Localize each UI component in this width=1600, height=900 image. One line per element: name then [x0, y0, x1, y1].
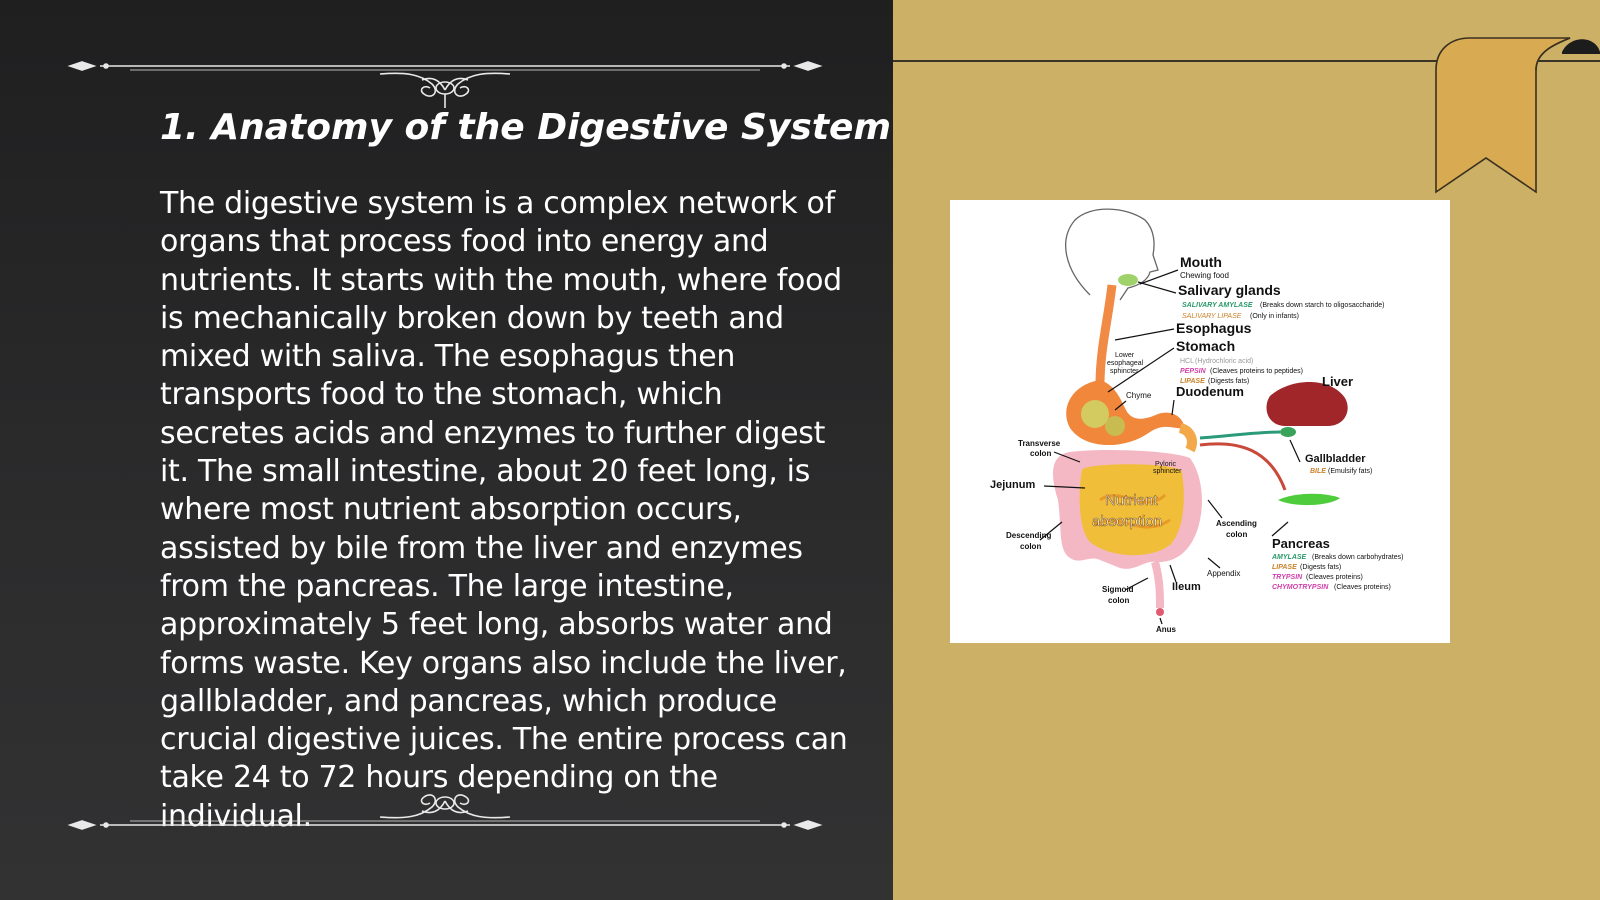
label-sigmoid-2: colon: [1108, 596, 1130, 605]
label-pepsin: PEPSIN: [1180, 368, 1206, 375]
digestive-system-diagram: [950, 200, 1450, 643]
label-stomach-lipase-desc: (Digests fats): [1208, 378, 1250, 385]
label-lipase-desc: (Digests fats): [1300, 564, 1342, 571]
label-hcl-desc: (Hydrochloric acid): [1195, 358, 1254, 365]
label-trypsin: TRYPSIN: [1272, 574, 1303, 581]
small-intestine-icon: [1080, 464, 1184, 555]
label-appendix: Appendix: [1207, 569, 1241, 578]
label-ascending-2: colon: [1226, 530, 1248, 539]
label-salivary-amylase: SALIVARY AMYLASE: [1182, 302, 1253, 309]
label-descending-2: colon: [1020, 542, 1042, 551]
label-pyloric-2: sphincter: [1153, 468, 1182, 475]
label-trypsin-desc: (Cleaves proteins): [1306, 574, 1363, 581]
top-ornament-flourish: [60, 50, 830, 110]
label-pancreas: Pancreas: [1272, 536, 1330, 551]
label-duodenum: Duodenum: [1176, 384, 1244, 399]
label-salivary-lipase-desc: (Only in infants): [1250, 313, 1300, 320]
bottom-ornament-flourish: [60, 775, 830, 835]
label-stomach-lipase: LIPASE: [1180, 378, 1205, 385]
label-chyme: Chyme: [1126, 391, 1152, 400]
label-salivary-lipase: SALIVARY LIPASE: [1182, 313, 1242, 320]
label-ascending-1: Ascending: [1216, 519, 1257, 528]
pancreas-icon: [1278, 494, 1340, 505]
label-nutrient-2: absorption: [1092, 513, 1163, 530]
slide-title: 1. Anatomy of the Digestive System: [160, 107, 891, 148]
label-liver: Liver: [1322, 374, 1354, 389]
label-amylase: AMYLASE: [1272, 554, 1307, 561]
label-pyloric-1: Pyloric: [1155, 461, 1177, 468]
label-jejunum: Jejunum: [990, 479, 1036, 491]
label-lower-sphincter-1: Lower: [1115, 352, 1135, 359]
label-salivary-amylase-desc: (Breaks down starch to oligosaccharide): [1260, 302, 1385, 309]
label-lower-sphincter-2: esophageal: [1107, 360, 1144, 367]
slide-body-text: The digestive system is a complex network of organs that process food into energy and nutrients. It starts with the mouth, where food is mechanically broken down by teeth and mixed with saliva. The esophagus then transports food to the stomach, which secretes acids and enzymes to further digest it. The small intestine, about 20 feet long, is where most nutrient absorption occurs, assisted by bile from the liver and enzymes from the pancreas. The large intestine, approximately 5 feet long, absorbs water and forms waste. Key organs also include the liver, gallbladder, and pancreas, which produce crucial digestive juices. The entire process can take 24 to 72 hours depending on the individual.: [160, 186, 848, 834]
label-gallbladder: Gallbladder: [1305, 453, 1366, 465]
label-mouth: Mouth: [1180, 254, 1222, 270]
label-descending-1: Descending: [1006, 531, 1052, 540]
label-transverse-1: Transverse: [1018, 439, 1061, 448]
label-ileum: Ileum: [1172, 581, 1201, 593]
label-chymotrypsin-desc: (Cleaves proteins): [1334, 584, 1391, 591]
label-bile-desc: (Emulsify fats): [1328, 468, 1373, 475]
label-lower-sphincter-3: sphincter: [1110, 368, 1139, 375]
label-chymotrypsin: CHYMOTRYPSIN: [1272, 584, 1329, 591]
label-nutrient-1: Nutrient: [1105, 492, 1158, 509]
gallbladder-icon: [1280, 427, 1296, 437]
label-pepsin-desc: (Cleaves proteins to peptides): [1210, 368, 1303, 375]
label-mouth-sub: Chewing food: [1180, 271, 1229, 280]
label-bile: BILE: [1310, 468, 1326, 475]
label-stomach: Stomach: [1176, 338, 1236, 354]
label-anus: Anus: [1156, 625, 1176, 634]
leader-lines: [1040, 270, 1300, 624]
label-transverse-2: colon: [1030, 449, 1052, 458]
label-lipase: LIPASE: [1272, 564, 1297, 571]
label-esophagus: Esophagus: [1176, 320, 1252, 336]
label-salivary-glands: Salivary glands: [1178, 282, 1281, 298]
label-amylase-desc: (Breaks down carbohydrates): [1312, 554, 1404, 561]
label-sigmoid-1: Sigmoid: [1102, 585, 1134, 594]
label-hcl: HCL: [1180, 358, 1195, 365]
salivary-gland-icon: [1118, 274, 1138, 286]
bookmark-ribbon-icon: [1430, 30, 1600, 205]
